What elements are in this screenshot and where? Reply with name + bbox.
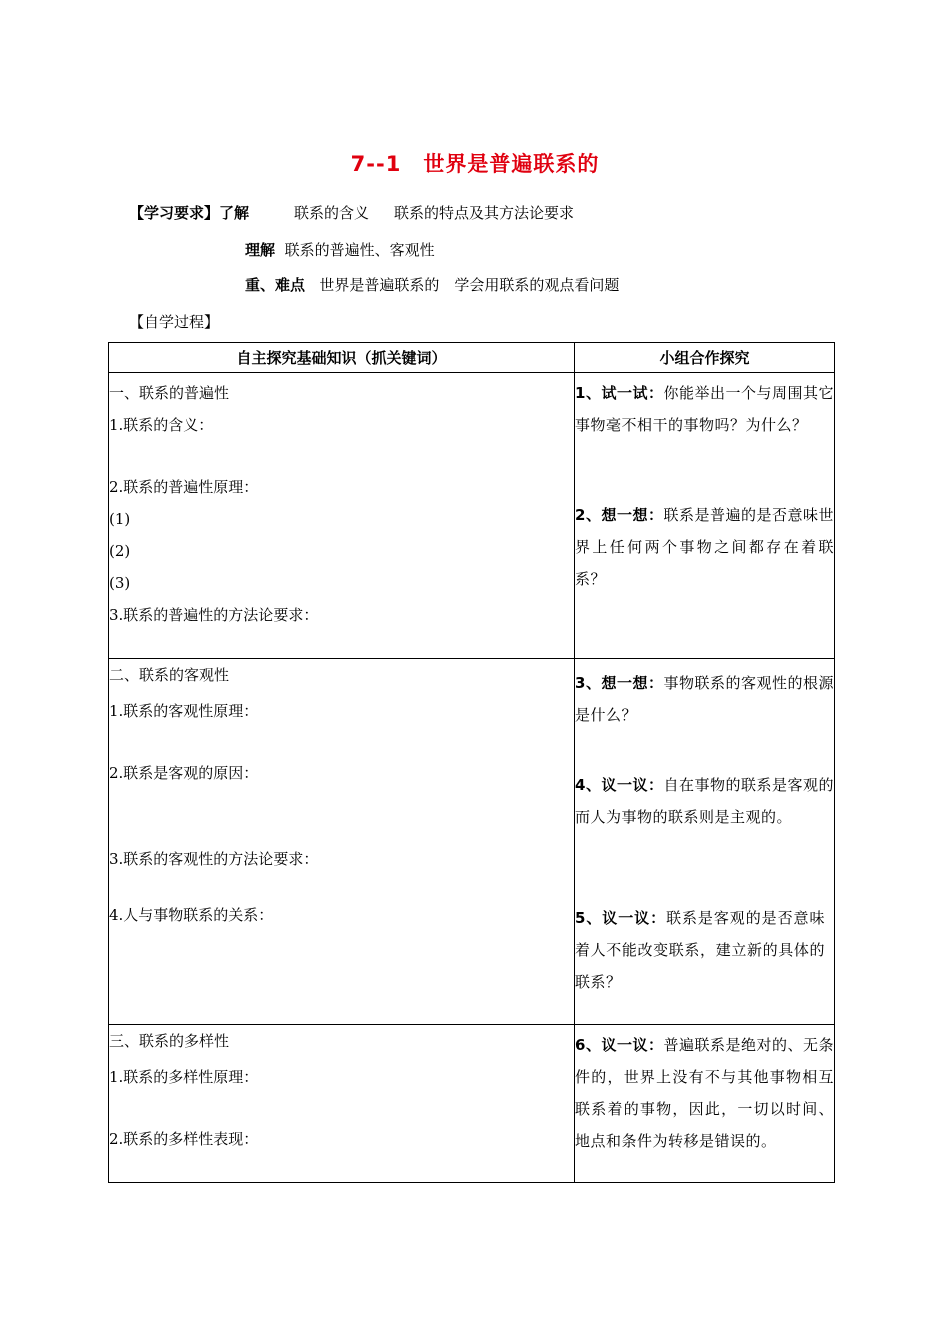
requirements-comprehend-line bbox=[245, 239, 435, 260]
section2-item: 4.人与事物联系的关系： bbox=[109, 906, 274, 924]
header-left: 自主探究基础知识（抓关键词） bbox=[109, 343, 575, 373]
understand-item-2: 联系的特点及其方法论要求 bbox=[394, 204, 575, 222]
understand-label: 了解 bbox=[219, 204, 250, 222]
table-row-section1 bbox=[109, 373, 835, 659]
section1-item: (2) bbox=[109, 542, 131, 560]
question-1-text: 你能举出一个与周围其它事物毫不相干的事物吗？为什么？ bbox=[575, 384, 834, 434]
question-6-label: 6、议一议： bbox=[575, 1036, 664, 1054]
question-5-label: 5、议一议： bbox=[575, 909, 667, 927]
section1-left-cell bbox=[109, 373, 575, 659]
question-6 bbox=[575, 1029, 834, 1157]
comprehend-label: 理解 bbox=[245, 241, 276, 259]
section2-heading: 二、联系的客观性 bbox=[109, 666, 230, 684]
question-5-text: 联系是客观的是否意味着人不能改变联系，建立新的具体的联系？ bbox=[575, 909, 825, 991]
section3-item: 2.联系的多样性表现： bbox=[109, 1130, 259, 1148]
process-label: 【自学过程】 bbox=[129, 313, 220, 331]
question-2-text: 联系是普遍的是否意味世界上任何两个事物之间都存在着联系？ bbox=[575, 506, 834, 588]
question-3-label: 3、想一想： bbox=[575, 674, 664, 692]
header-right: 小组合作探究 bbox=[575, 343, 835, 373]
section1-item: (1) bbox=[109, 510, 131, 528]
study-table bbox=[108, 342, 835, 1183]
requirements-label: 【学习要求】 bbox=[129, 204, 220, 222]
section1-item: 1.联系的含义： bbox=[109, 416, 214, 434]
question-3 bbox=[575, 667, 834, 731]
section1-heading: 一、联系的普遍性 bbox=[109, 384, 230, 402]
requirements-understand-line bbox=[129, 202, 575, 223]
section3-right-cell bbox=[575, 1025, 835, 1183]
section3-left-cell bbox=[109, 1025, 575, 1183]
section2-item: 3.联系的客观性的方法论要求： bbox=[109, 850, 319, 868]
question-1 bbox=[575, 377, 834, 441]
question-4 bbox=[575, 769, 834, 833]
section1-item: (3) bbox=[109, 574, 131, 592]
question-6-text: 普遍联系是绝对的、无条件的，世界上没有不与其他事物相互联系着的事物，因此，一切以时间、地点和条件为转移是错误的。 bbox=[575, 1036, 834, 1150]
requirements-key-line bbox=[245, 274, 619, 295]
question-1-label: 1、试一试： bbox=[575, 384, 664, 402]
question-2 bbox=[575, 499, 834, 595]
key-text: 世界是普遍联系的 学会用联系的观点看问题 bbox=[319, 276, 620, 294]
table-header-row bbox=[109, 343, 835, 373]
table-row-section3 bbox=[109, 1025, 835, 1183]
section1-item: 3.联系的普遍性的方法论要求： bbox=[109, 606, 319, 624]
comprehend-text: 联系的普遍性、客观性 bbox=[284, 241, 435, 259]
question-3-text: 事物联系的客观性的根源是什么？ bbox=[575, 674, 834, 724]
key-label: 重、难点 bbox=[245, 276, 306, 294]
question-2-label: 2、想一想： bbox=[575, 506, 664, 524]
question-4-label: 4、议一议： bbox=[575, 776, 664, 794]
question-4-text: 自在事物的联系是客观的而人为事物的联系则是主观的。 bbox=[575, 776, 834, 826]
section1-right-cell bbox=[575, 373, 835, 659]
section1-item: 2.联系的普遍性原理： bbox=[109, 478, 259, 496]
question-5 bbox=[575, 902, 825, 998]
section2-left-cell bbox=[109, 659, 575, 1025]
section3-heading: 三、联系的多样性 bbox=[109, 1032, 230, 1050]
section2-item: 1.联系的客观性原理： bbox=[109, 702, 259, 720]
section3-item: 1.联系的多样性原理： bbox=[109, 1068, 259, 1086]
page-title: 7--1 世界是普遍联系的 bbox=[350, 152, 600, 176]
section2-item: 2.联系是客观的原因： bbox=[109, 764, 259, 782]
understand-item-1: 联系的含义 bbox=[294, 204, 370, 222]
